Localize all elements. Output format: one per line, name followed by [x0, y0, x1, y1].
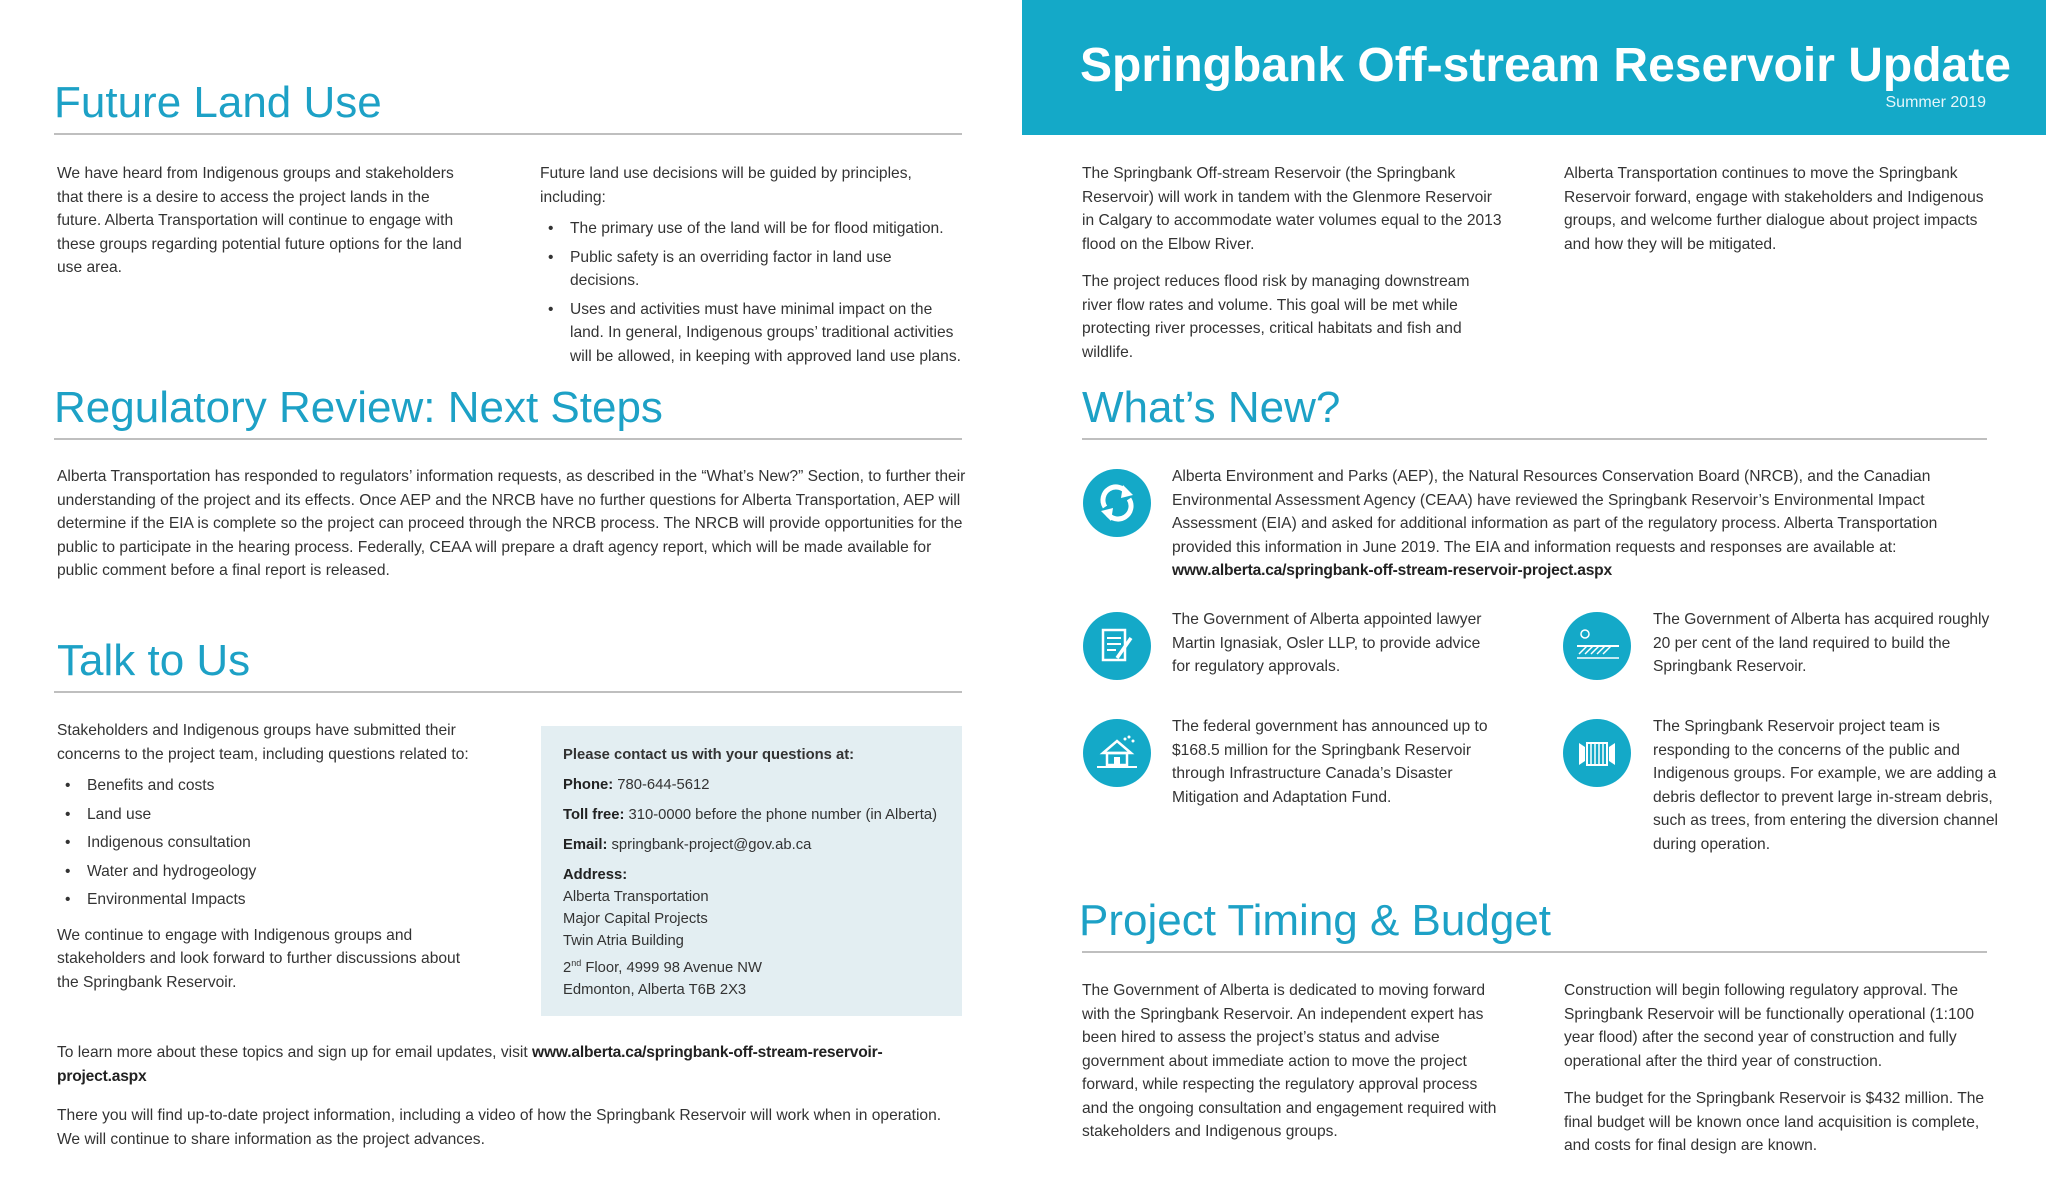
phone-number[interactable]: 780-644-5612 [617, 777, 710, 793]
address-line: Edmonton, Alberta T6B 2X3 [563, 981, 747, 998]
paragraph: Construction will begin following regulatory approval. The Springbank Reservoir will be functionally operational (1:100 year flood) after the second year of construction and fully operational after the third year of construction. [1564, 982, 1974, 1070]
paragraph: The Government of Alberta appointed lawyer Martin Ignasiak, Osler LLP, to provide advice for regulatory approvals. [1172, 611, 1482, 675]
paragraph: Future land use decisions will be guided by principles, including: [540, 165, 912, 206]
future-land-use-right [540, 162, 965, 373]
heading-timing-budget: Project Timing & Budget [1079, 896, 1552, 945]
eia-url-link[interactable]: www.alberta.ca/springbank-off-stream-reservoir-project.aspx [1172, 562, 1612, 579]
tollfree-label: Toll free: [563, 807, 625, 823]
paragraph: The Government of Alberta has acquired roughly 20 per cent of the land required to build the Springbank Reservoir. [1653, 611, 1990, 675]
address-line: Twin Atria Building [563, 933, 684, 949]
talk-to-us-footer [57, 1041, 967, 1165]
heading-future-land-use: Future Land Use [54, 78, 382, 127]
contact-box [541, 726, 962, 1016]
address-floor [563, 960, 762, 976]
divider [1082, 951, 1987, 953]
email-label: Email: [563, 837, 608, 853]
heading-regulatory-review: Regulatory Review: Next Steps [54, 383, 663, 432]
address-line: Alberta Transportation [563, 889, 709, 905]
heading-whats-new: What’s New? [1082, 383, 1341, 432]
paragraph: The Springbank Reservoir project team is responding to the concerns of the public and Indigenous groups. For example, we are adding a debris deflector to prevent large in-stream debris, such as trees, from entering the diversion channel during operation. [1653, 718, 1998, 853]
list-item: • Uses and activities must have minimal impact on the land. In general, Indigenous groups’ traditional activities will be allowed, in keeping with approved land use plans. [540, 298, 965, 369]
whats-new-item-5 [1653, 715, 1998, 870]
document-pen-icon [1083, 612, 1151, 680]
diversion-structure-icon [1563, 719, 1631, 787]
paragraph: There you will find up-to-date project information, including a video of how the Springbank Reservoir will work when in operation. We will continue to share information as the project advances. [57, 1107, 942, 1148]
floor-address: Floor, 4999 98 Avenue NW [581, 959, 762, 976]
paragraph: The project reduces flood risk by managing downstream river flow rates and volume. This goal will be met while protecting river processes, critical habitats and fish and wildlife. [1082, 273, 1470, 361]
divider [1082, 438, 1987, 440]
principles-list [540, 217, 965, 368]
paragraph: The budget for the Springbank Reservoir is $432 million. The final budget will be known once land acquisition is complete, and costs for final design are known. [1564, 1090, 1985, 1154]
paragraph: The federal government has announced up to $168.5 million for the Springbank Reservoir through Infrastructure Canada’s Disaster Mitigation and Adaptation Fund. [1172, 718, 1488, 806]
list-item: • Water and hydrogeology [57, 860, 477, 884]
whats-new-item-1 [1172, 465, 1992, 583]
list-item: • Environmental Impacts [57, 888, 477, 912]
regulatory-review-body [57, 465, 967, 597]
list-item: • Benefits and costs [57, 774, 477, 798]
whats-new-item-4 [1172, 715, 1502, 823]
house-money-icon [1083, 719, 1151, 787]
floor-suffix: nd [571, 958, 582, 968]
talk-to-us-left [57, 719, 477, 1008]
paragraph: Stakeholders and Indigenous groups have submitted their concerns to the project team, including questions related to: [57, 722, 469, 763]
whats-new-item-2 [1172, 608, 1502, 693]
whats-new-item-3 [1653, 608, 1998, 693]
heading-talk-to-us: Talk to Us [57, 636, 251, 685]
timing-budget-left [1082, 979, 1507, 1158]
paragraph: Alberta Environment and Parks (AEP), the Natural Resources Conservation Board (NRCB), and the Canadian Environmental Assessment Agency (CEAA) have reviewed the Springbank Reservoir’s Environmental Impact Assessment (EIA) and asked for additional information as part of the regulatory process. Alberta Transportation provided this information in June 2019. The EIA and information requests and responses are available at: [1172, 468, 1938, 556]
list-item: • Land use [57, 803, 477, 827]
divider [54, 691, 962, 693]
intro-left [1082, 162, 1502, 378]
divider [54, 133, 962, 135]
paragraph: Alberta Transportation has responded to regulators’ information requests, as described in the “What’s New?” Section, to further their understanding of the project and its effects. Once AEP and the NRCB have no further questions for Alberta Transportation, AEP will determine if the EIA is complete so the project can proceed through the NRCB process. The NRCB will provide opportunities for the public to participate in the hearing process. Federally, CEAA will prepare a draft agency report, which will be made available for public comment before a final report is released. [57, 468, 966, 579]
divider [54, 438, 962, 440]
address-line: Major Capital Projects [563, 911, 708, 927]
learn-more-text: To learn more about these topics and sign up for email updates, visit [57, 1044, 533, 1061]
contact-title: Please contact us with your questions at: [563, 747, 855, 763]
contact-email [563, 834, 940, 856]
project-url-link[interactable]: www.alberta.ca/springbank-off-stream-reservoir-project.aspx [57, 1044, 883, 1085]
email-link[interactable]: springbank-project@gov.ab.ca [611, 837, 812, 853]
paragraph: The Government of Alberta is dedicated to moving forward with the Springbank Reservoir. An independent expert has been hired to assess the project’s status and advise government about immediate action to move the project forward, while respecting the regulatory approval process and the ongoing consultation and engagement required with stakeholders and Indigenous groups. [1082, 982, 1497, 1140]
contact-address [563, 864, 940, 1001]
tollfree-number: 310-0000 before the phone number (in Alberta) [628, 807, 937, 823]
concerns-list [57, 774, 477, 912]
paragraph: We continue to engage with Indigenous groups and stakeholders and look forward to further discussions about the Springbank Reservoir. [57, 926, 461, 991]
land-parcel-icon [1563, 612, 1631, 680]
list-item: • Public safety is an overriding factor in land use decisions. [540, 246, 965, 293]
address-label: Address: [563, 867, 628, 883]
paragraph: Alberta Transportation continues to move the Springbank Reservoir forward, engage with stakeholders and Indigenous groups, and welcome further dialogue about project impacts and how they will be mitigated. [1564, 165, 1984, 253]
contact-tollfree [563, 804, 940, 826]
floor-number: 2 [563, 959, 572, 976]
paragraph: We have heard from Indigenous groups and stakeholders that there is a desire to access the project lands in the future. Alberta Transportation will continue to engage with these groups regarding potential future options for the land use area. [57, 165, 462, 276]
page-title: Springbank Off-stream Reservoir Update [1080, 39, 2011, 92]
refresh-arrows-icon [1083, 469, 1151, 537]
paragraph: The Springbank Off-stream Reservoir (the Springbank Reservoir) will work in tandem with the Glenmore Reservoir in Calgary to accommodate water volumes equal to the 2013 flood on the Elbow River. [1082, 165, 1502, 253]
intro-right [1564, 162, 1989, 270]
learn-more [57, 1041, 967, 1088]
issue-date: Summer 2019 [1885, 94, 1986, 111]
list-item: • The primary use of the land will be for flood mitigation. [540, 217, 965, 241]
timing-budget-right [1564, 979, 1989, 1172]
list-item: • Indigenous consultation [57, 831, 477, 855]
future-land-use-left [57, 162, 477, 294]
contact-phone [563, 774, 940, 796]
phone-label: Phone: [563, 777, 614, 793]
